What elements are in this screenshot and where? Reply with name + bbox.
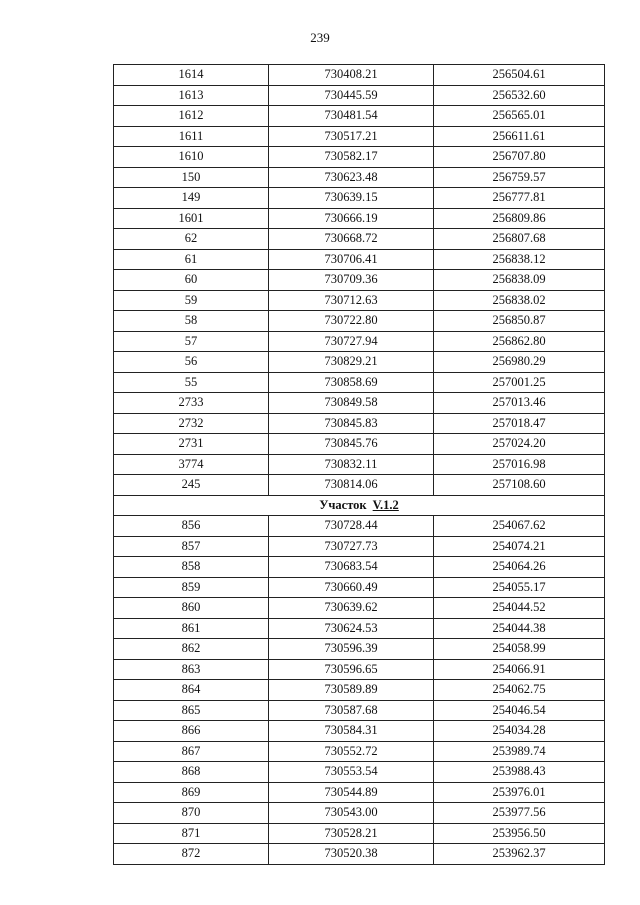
point-number-cell: 245 <box>114 475 269 496</box>
y-coordinate-cell: 254074.21 <box>434 536 605 557</box>
y-coordinate-cell: 256759.57 <box>434 167 605 188</box>
point-number-cell: 865 <box>114 700 269 721</box>
table-row <box>114 188 605 209</box>
point-number-cell: 60 <box>114 270 269 291</box>
y-coordinate-cell: 256809.86 <box>434 208 605 229</box>
y-coordinate-cell: 254066.91 <box>434 659 605 680</box>
table-row <box>114 352 605 373</box>
point-number-cell: 61 <box>114 249 269 270</box>
y-coordinate-cell: 253956.50 <box>434 823 605 844</box>
x-coordinate-cell: 730706.41 <box>269 249 434 270</box>
point-number-cell: 58 <box>114 311 269 332</box>
y-coordinate-cell: 256862.80 <box>434 331 605 352</box>
x-coordinate-cell: 730727.73 <box>269 536 434 557</box>
point-number-cell: 2732 <box>114 413 269 434</box>
y-coordinate-cell: 257016.98 <box>434 454 605 475</box>
y-coordinate-cell: 256611.61 <box>434 126 605 147</box>
y-coordinate-cell: 256807.68 <box>434 229 605 250</box>
table-row <box>114 290 605 311</box>
x-coordinate-cell: 730553.54 <box>269 762 434 783</box>
y-coordinate-cell: 257024.20 <box>434 434 605 455</box>
table-row <box>114 577 605 598</box>
x-coordinate-cell: 730728.44 <box>269 516 434 537</box>
table-row <box>114 598 605 619</box>
y-coordinate-cell: 254058.99 <box>434 639 605 660</box>
x-coordinate-cell: 730481.54 <box>269 106 434 127</box>
table-body-bottom <box>114 516 605 865</box>
section-label: Участок <box>319 497 367 512</box>
section-cell <box>114 495 605 516</box>
point-number-cell: 55 <box>114 372 269 393</box>
point-number-cell: 1610 <box>114 147 269 168</box>
x-coordinate-cell: 730845.83 <box>269 413 434 434</box>
point-number-cell: 1601 <box>114 208 269 229</box>
x-coordinate-cell: 730587.68 <box>269 700 434 721</box>
point-number-cell: 861 <box>114 618 269 639</box>
table-row <box>114 126 605 147</box>
point-number-cell: 150 <box>114 167 269 188</box>
point-number-cell: 870 <box>114 803 269 824</box>
point-number-cell: 862 <box>114 639 269 660</box>
section-code: V.1.2 <box>372 497 399 512</box>
point-number-cell: 1611 <box>114 126 269 147</box>
x-coordinate-cell: 730845.76 <box>269 434 434 455</box>
table-row <box>114 721 605 742</box>
y-coordinate-cell: 256532.60 <box>434 85 605 106</box>
y-coordinate-cell: 257018.47 <box>434 413 605 434</box>
table-row <box>114 557 605 578</box>
y-coordinate-cell: 254046.54 <box>434 700 605 721</box>
y-coordinate-cell: 253989.74 <box>434 741 605 762</box>
table-body-top <box>114 65 605 496</box>
x-coordinate-cell: 730528.21 <box>269 823 434 844</box>
point-number-cell: 869 <box>114 782 269 803</box>
x-coordinate-cell: 730589.89 <box>269 680 434 701</box>
table-row <box>114 372 605 393</box>
table-row <box>114 147 605 168</box>
x-coordinate-cell: 730660.49 <box>269 577 434 598</box>
x-coordinate-cell: 730639.62 <box>269 598 434 619</box>
point-number-cell: 859 <box>114 577 269 598</box>
table-row <box>114 680 605 701</box>
x-coordinate-cell: 730709.36 <box>269 270 434 291</box>
table-row <box>114 413 605 434</box>
table-row <box>114 208 605 229</box>
y-coordinate-cell: 256707.80 <box>434 147 605 168</box>
table-row <box>114 639 605 660</box>
point-number-cell: 856 <box>114 516 269 537</box>
table-row <box>114 762 605 783</box>
table-row <box>114 85 605 106</box>
y-coordinate-cell: 254034.28 <box>434 721 605 742</box>
x-coordinate-cell: 730683.54 <box>269 557 434 578</box>
point-number-cell: 857 <box>114 536 269 557</box>
point-number-cell: 872 <box>114 844 269 865</box>
y-coordinate-cell: 253977.56 <box>434 803 605 824</box>
table-row <box>114 249 605 270</box>
table-row <box>114 393 605 414</box>
table-row <box>114 106 605 127</box>
point-number-cell: 62 <box>114 229 269 250</box>
table-row <box>114 782 605 803</box>
y-coordinate-cell: 256565.01 <box>434 106 605 127</box>
y-coordinate-cell: 256777.81 <box>434 188 605 209</box>
y-coordinate-cell: 256838.12 <box>434 249 605 270</box>
y-coordinate-cell: 253976.01 <box>434 782 605 803</box>
table-row <box>114 536 605 557</box>
point-number-cell: 1614 <box>114 65 269 86</box>
x-coordinate-cell: 730543.00 <box>269 803 434 824</box>
table-row <box>114 65 605 86</box>
table-row <box>114 659 605 680</box>
table-row <box>114 741 605 762</box>
point-number-cell: 864 <box>114 680 269 701</box>
table-row <box>114 270 605 291</box>
point-number-cell: 57 <box>114 331 269 352</box>
point-number-cell: 56 <box>114 352 269 373</box>
table-row <box>114 454 605 475</box>
y-coordinate-cell: 254055.17 <box>434 577 605 598</box>
x-coordinate-cell: 730712.63 <box>269 290 434 311</box>
x-coordinate-cell: 730596.65 <box>269 659 434 680</box>
table-section-header <box>114 495 605 516</box>
y-coordinate-cell: 254044.38 <box>434 618 605 639</box>
x-coordinate-cell: 730544.89 <box>269 782 434 803</box>
point-number-cell: 1613 <box>114 85 269 106</box>
table-row <box>114 700 605 721</box>
point-number-cell: 2733 <box>114 393 269 414</box>
y-coordinate-cell: 256504.61 <box>434 65 605 86</box>
table-row <box>114 475 605 496</box>
x-coordinate-cell: 730552.72 <box>269 741 434 762</box>
y-coordinate-cell: 253962.37 <box>434 844 605 865</box>
x-coordinate-cell: 730582.17 <box>269 147 434 168</box>
page-number: 239 <box>310 30 330 45</box>
point-number-cell: 863 <box>114 659 269 680</box>
y-coordinate-cell: 256838.02 <box>434 290 605 311</box>
x-coordinate-cell: 730584.31 <box>269 721 434 742</box>
table-row <box>114 516 605 537</box>
table-row <box>114 844 605 865</box>
y-coordinate-cell: 254067.62 <box>434 516 605 537</box>
coordinates-table <box>113 64 605 865</box>
point-number-cell: 2731 <box>114 434 269 455</box>
y-coordinate-cell: 254064.26 <box>434 557 605 578</box>
table-row <box>114 311 605 332</box>
x-coordinate-cell: 730849.58 <box>269 393 434 414</box>
point-number-cell: 1612 <box>114 106 269 127</box>
point-number-cell: 3774 <box>114 454 269 475</box>
point-number-cell: 858 <box>114 557 269 578</box>
point-number-cell: 860 <box>114 598 269 619</box>
table-row <box>114 803 605 824</box>
x-coordinate-cell: 730596.39 <box>269 639 434 660</box>
x-coordinate-cell: 730668.72 <box>269 229 434 250</box>
x-coordinate-cell: 730829.21 <box>269 352 434 373</box>
y-coordinate-cell: 257108.60 <box>434 475 605 496</box>
table-row <box>114 823 605 844</box>
table-row <box>114 167 605 188</box>
y-coordinate-cell: 254062.75 <box>434 680 605 701</box>
point-number-cell: 867 <box>114 741 269 762</box>
point-number-cell: 59 <box>114 290 269 311</box>
y-coordinate-cell: 256838.09 <box>434 270 605 291</box>
point-number-cell: 871 <box>114 823 269 844</box>
point-number-cell: 866 <box>114 721 269 742</box>
y-coordinate-cell: 253988.43 <box>434 762 605 783</box>
x-coordinate-cell: 730517.21 <box>269 126 434 147</box>
x-coordinate-cell: 730666.19 <box>269 208 434 229</box>
x-coordinate-cell: 730722.80 <box>269 311 434 332</box>
y-coordinate-cell: 257013.46 <box>434 393 605 414</box>
y-coordinate-cell: 254044.52 <box>434 598 605 619</box>
table-row <box>114 229 605 250</box>
y-coordinate-cell: 256980.29 <box>434 352 605 373</box>
x-coordinate-cell: 730520.38 <box>269 844 434 865</box>
x-coordinate-cell: 730624.53 <box>269 618 434 639</box>
table-row <box>114 331 605 352</box>
x-coordinate-cell: 730727.94 <box>269 331 434 352</box>
x-coordinate-cell: 730408.21 <box>269 65 434 86</box>
y-coordinate-cell: 257001.25 <box>434 372 605 393</box>
x-coordinate-cell: 730623.48 <box>269 167 434 188</box>
point-number-cell: 868 <box>114 762 269 783</box>
x-coordinate-cell: 730814.06 <box>269 475 434 496</box>
point-number-cell: 149 <box>114 188 269 209</box>
table-row <box>114 434 605 455</box>
section-row <box>114 495 605 516</box>
x-coordinate-cell: 730639.15 <box>269 188 434 209</box>
table-row <box>114 618 605 639</box>
x-coordinate-cell: 730858.69 <box>269 372 434 393</box>
y-coordinate-cell: 256850.87 <box>434 311 605 332</box>
x-coordinate-cell: 730445.59 <box>269 85 434 106</box>
x-coordinate-cell: 730832.11 <box>269 454 434 475</box>
